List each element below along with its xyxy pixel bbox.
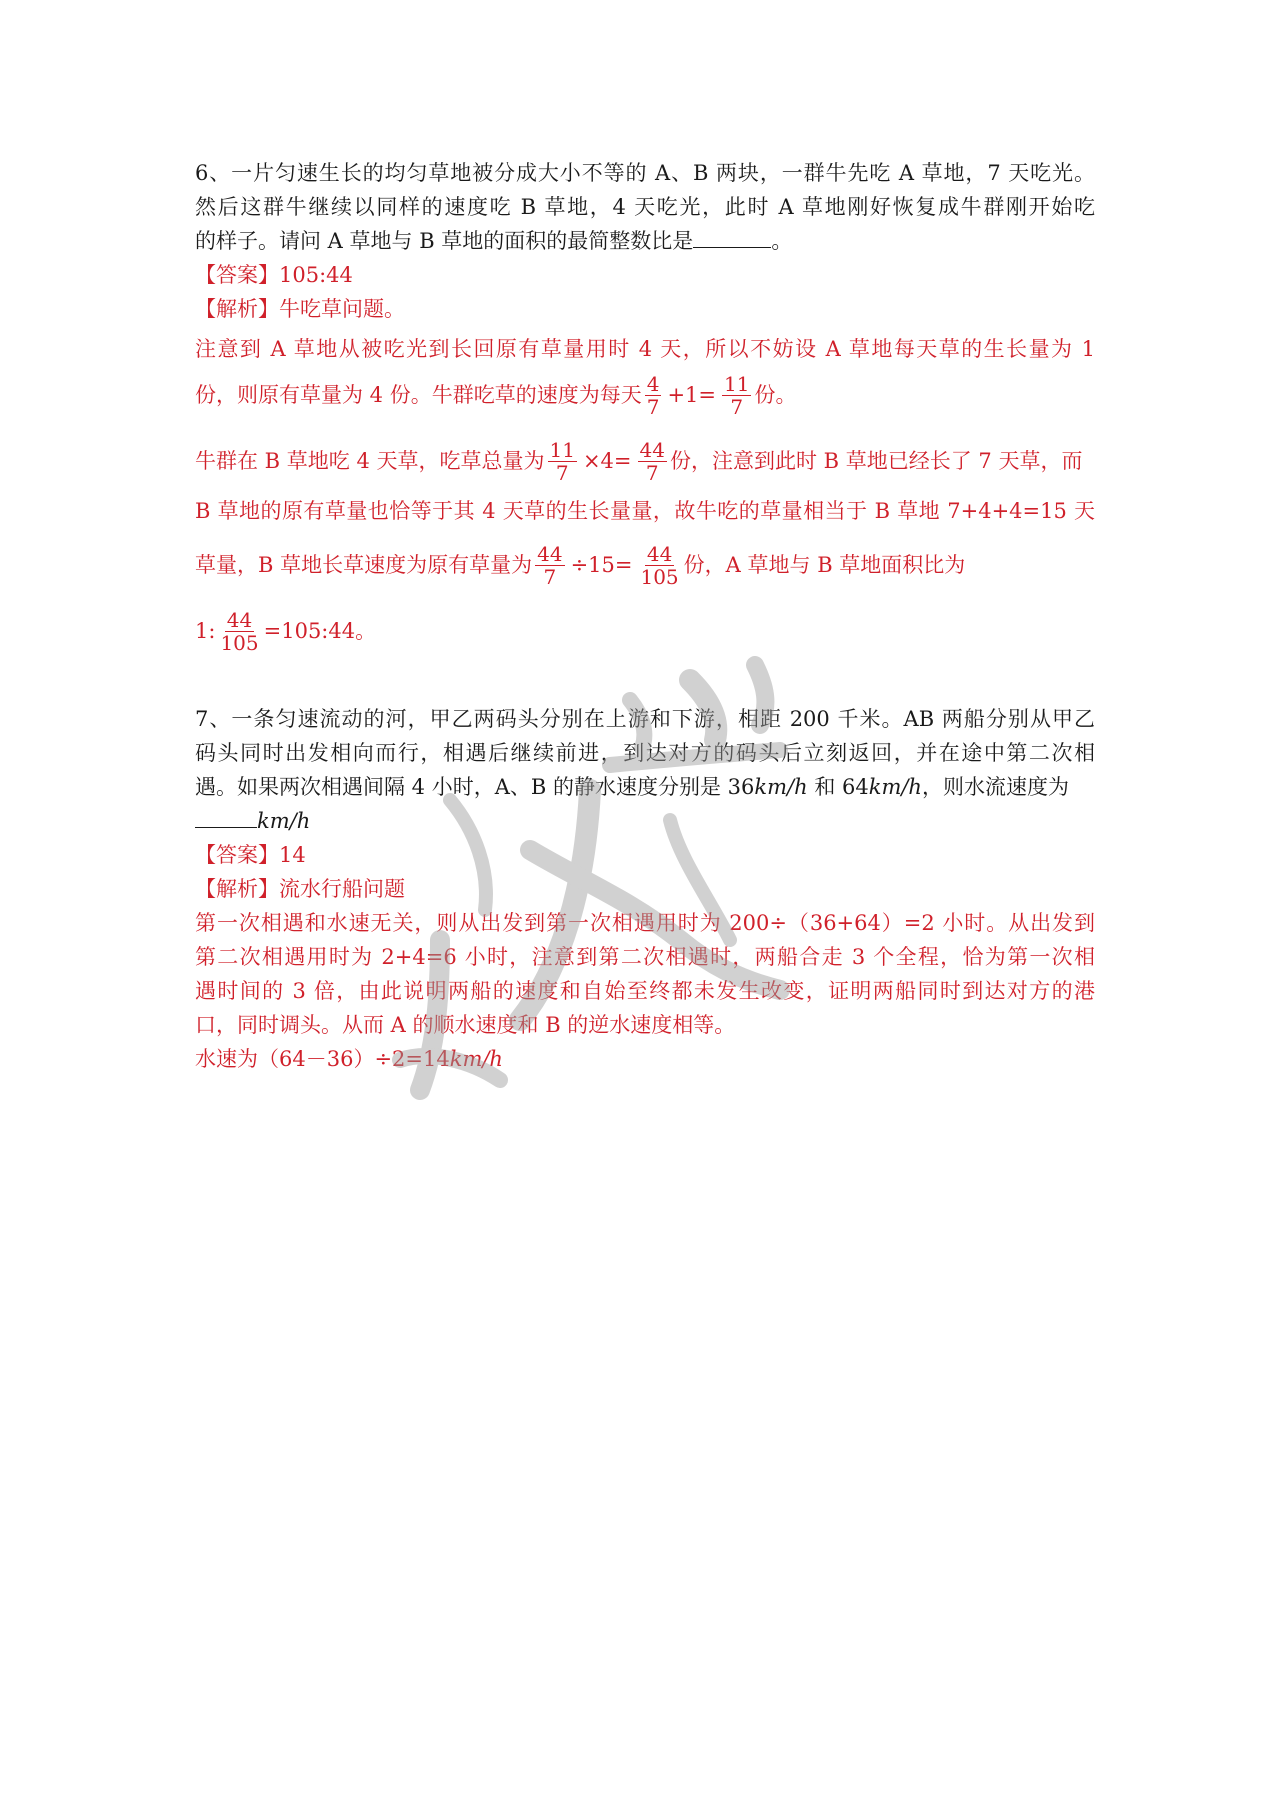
q6-stem-line-2: 然后这群牛继续以同样的速度吃 B 草地，4 天吃光，此时 A 草地刚好恢复成牛群刚开始吃: [195, 195, 1095, 219]
q6-stem-end: 。: [771, 229, 793, 253]
fraction-numerator: 44: [226, 607, 253, 632]
q6-l3-fraction-1: [548, 439, 577, 484]
q6-l3-operator: ×4=: [582, 449, 632, 473]
q6-l5-text: 草量，B 草地长草速度为原有草量为: [195, 553, 533, 577]
q7-stem-line-4: [195, 804, 1095, 838]
q6-answer-label: 【答案】: [195, 263, 279, 287]
q6-l5-suffix: 份，A 草地与 B 草地面积比为: [683, 553, 966, 577]
q6-analysis-line-3: [195, 432, 1095, 490]
fraction-denominator: 7: [543, 564, 557, 589]
q6-l2-fraction-2: [722, 373, 751, 418]
q6-l2-text: 份，则原有草量为 4 份。牛群吃草的速度为每天: [195, 383, 642, 407]
fraction-numerator: 11: [549, 437, 575, 462]
q6-l3-text: 牛群在 B 草地吃 4 天草，吃草总量为: [195, 449, 545, 473]
q6-l3-fraction-2: [638, 439, 667, 484]
q7-analysis-line-3: 遇时间的 3 倍，由此说明两船的速度和自始至终都未发生改变，证明两船同时到达对方的港: [195, 979, 1095, 1003]
q7-analysis-line-2: 第二次相遇用时为 2+4=6 小时，注意到第二次相遇时，两船合走 3 个全程，恰为第一次相: [195, 945, 1095, 969]
q7-stem-line-1: 7、一条匀速流动的河，甲乙两码头分别在上游和下游，相距 200 千米。AB 两船分别从甲乙: [195, 707, 1095, 731]
q6-answer-value: 105:44: [279, 263, 353, 287]
q7-answer-blank: [195, 807, 257, 828]
q6-analysis-heading: [195, 292, 1095, 326]
fraction-denominator: 7: [645, 460, 659, 485]
q7-analysis-label: 【解析】: [195, 877, 279, 901]
q7-stem-line-3: [195, 770, 1095, 804]
q6-l5-fraction-1: [535, 543, 564, 588]
fraction-numerator: 44: [646, 541, 673, 566]
q7-stem-text: 遇。如果两次相遇间隔 4 小时，A、B 的静水速度分别是 36: [195, 775, 755, 799]
q6-l5-operator: ÷15=: [570, 553, 633, 577]
section-gap: [195, 660, 1095, 702]
fraction-numerator: 44: [537, 541, 563, 566]
q6-l5-fraction-2: [638, 543, 680, 588]
q6-analysis-line-4: B 草地的原有草量也恰等于其 4 天草的生长量量，故牛吃的草量相当于 B 草地 7+4+4=15 天: [195, 499, 1095, 523]
q7-analysis-title: 流水行船问题: [279, 877, 405, 901]
q6-l6-text: 1:: [195, 619, 216, 643]
q6-stem-line-3: [195, 224, 1095, 258]
q7-stem-post: ，则水流速度为: [921, 775, 1069, 799]
q7-unit-1: km/h: [754, 775, 808, 799]
fraction-denominator: 7: [646, 394, 660, 419]
q6-stem-text: 的样子。请问 A 草地与 B 草地的面积的最简整数比是: [195, 229, 694, 253]
fraction-denominator: 7: [730, 394, 744, 419]
q6-l2-fraction-1: [645, 373, 662, 418]
q7-answer: [195, 838, 1095, 872]
document-content: [195, 156, 1095, 1076]
fraction-numerator: 11: [724, 371, 750, 396]
q6-analysis-line-1: 注意到 A 草地从被吃光到长回原有草量用时 4 天，所以不妨设 A 草地每天草的生长量为 1: [195, 337, 1095, 361]
q6-stem-line-1: 6、一片匀速生长的均匀草地被分成大小不等的 A、B 两块，一群牛先吃 A 草地，7 天吃光。: [195, 161, 1095, 185]
q6-l2-operator: +1=: [667, 383, 717, 407]
q7-analysis-heading: [195, 872, 1095, 906]
q7-stem-mid: 和 64: [807, 775, 869, 799]
q6-analysis-title: 牛吃草问题。: [279, 297, 405, 321]
q7-analysis-line-1: 第一次相遇和水速无关，则从出发到第一次相遇用时为 200÷（36+64）=2 小时。从出发到: [195, 911, 1095, 935]
q6-answer-blank: [693, 227, 771, 248]
q7-analysis-line-4: 口，同时调头。从而 A 的顺水速度和 B 的逆水速度相等。: [195, 1013, 736, 1037]
fraction-denominator: 105: [220, 630, 259, 655]
q7-l5-unit: km/h: [449, 1047, 503, 1071]
q6-l6-fraction-1: [218, 609, 260, 654]
q7-unit-2: km/h: [868, 775, 922, 799]
q7-l5-text: 水速为（64－36）÷2=14: [195, 1047, 450, 1071]
fraction-numerator: 4: [646, 371, 660, 396]
q6-l6-suffix: =105:44。: [263, 619, 377, 643]
q6-analysis-line-2: [195, 366, 1095, 424]
q6-analysis-line-5: [195, 536, 1095, 594]
q6-l3-suffix: 份，注意到此时 B 草地已经长了 7 天草，而: [669, 449, 1083, 473]
q6-analysis-label: 【解析】: [195, 297, 279, 321]
q7-answer-value: 14: [279, 843, 306, 867]
q7-answer-label: 【答案】: [195, 843, 279, 867]
fraction-denominator: 7: [555, 460, 569, 485]
q7-analysis-line-5: [195, 1042, 1095, 1076]
q7-unit-3: km/h: [257, 809, 311, 833]
q7-stem-line-2: 码头同时出发相向而行，相遇后继续前进，到达对方的码头后立刻返回，并在途中第二次相: [195, 741, 1095, 765]
fraction-numerator: 44: [639, 437, 665, 462]
q6-analysis-line-6: [195, 602, 1095, 660]
q6-l2-suffix: 份。: [754, 383, 797, 407]
q6-answer: [195, 258, 1095, 292]
fraction-denominator: 105: [640, 564, 679, 589]
